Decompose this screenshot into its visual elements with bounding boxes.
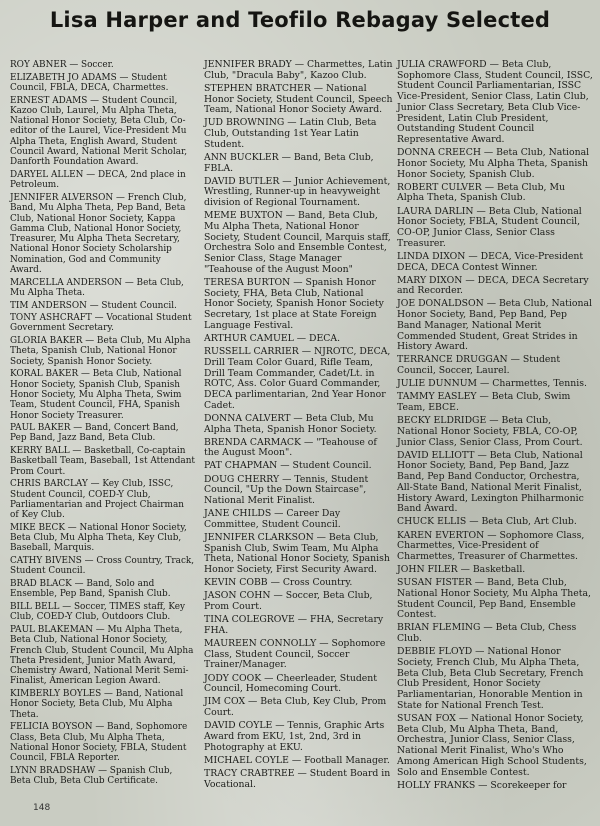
student-entry: DONNA CALVERT — Beta Club, Mu Alpha Theta, Spanish Honor Society. <box>204 412 377 435</box>
student-entry: JULIE DUNNUM — Charmettes, Tennis. <box>397 378 587 390</box>
student-entry: FELICIA BOYSON — Band, Sophomore Class, Beta Club, Mu Alpha Theta, National Honor Society, FBLA, Student Council, FBLA Reporter. <box>10 722 188 764</box>
student-entry: LAURA DARLIN — Beta Club, National Honor Society, FBLA, Student Council, CO-OP, Junior Class, Senior Class Treasurer. <box>397 205 582 249</box>
column-1 <box>10 60 195 789</box>
student-entry: GLORIA BAKER — Beta Club, Mu Alpha Theta, Spanish Club, National Honor Society, Spanish Honor Society. <box>10 336 191 367</box>
student-entry: PAUL BAKER — Band, Concert Band, Pep Band, Jazz Band, Beta Club. <box>10 423 179 444</box>
student-entry: JENNIFER CLARKSON — Beta Club, Spanish Club, Swim Team, Mu Alpha Theta, National Honor Society, Spanish Honor Society, First Security Award. <box>204 531 390 576</box>
student-entry: PAUL BLAKEMAN — Mu Alpha Theta, Beta Club, National Honor Society, French Club, Student Council, Mu Alpha Theta President, Junior Math Award, Chemistry Award, National Merit Semi-Finalist, American Legion Award. <box>10 624 194 687</box>
student-entry: BRAD BLACK — Band, Solo and Ensemble, Pep Band, Spanish Club. <box>10 579 171 600</box>
student-entry: TRACY CRABTREE — Student Board in Vocational. <box>204 767 391 790</box>
student-entry: KAREN EVERTON — Sophomore Class, Charmettes, Vice-President of Charmettes, Treasurer of Charmettes. <box>397 529 585 562</box>
student-entry: MARCELLA ANDERSON — Beta Club, Mu Alpha Theta. <box>10 277 184 298</box>
student-entry: MICHAEL COYLE — Football Manager. <box>204 754 390 766</box>
student-entry: DAVID BUTLER — Junior Achievement, Wrestling, Runner-up in heavyweight division of Regional Tournament. <box>204 175 391 209</box>
student-entry: KIMBERLY BOYLES — Band, National Honor Society, Beta Club, Mu Alpha Theta. <box>10 689 184 720</box>
student-entry: LYNN BRADSHAW — Spanish Club, Beta Club, Beta Club Certificate. <box>10 765 173 787</box>
student-entry: BRENDA CARMACK — "Teahouse of the August Moon". <box>204 436 377 459</box>
student-entry: TERESA BURTON — Spanish Honor Society, FHA, Beta Club, National Honor Society, Spanish Honor Society Secretary, 1st place at State Foreign Language Festival. <box>204 277 384 331</box>
student-entry: LINDA DIXON — DECA, Vice-President DECA, DECA Contest Winner. <box>397 250 584 273</box>
student-entry: CHRIS BARCLAY — Key Club, ISSC, Student Council, COED-Y Club, Parliamentarian and Project Chairman of Key Club. <box>10 479 184 521</box>
student-entry: DARYEL ALLEN — DECA, 2nd place in Petroleum. <box>10 169 186 191</box>
page-title: Lisa Harper and Teofilo Rebagay Selected <box>49 8 551 32</box>
student-entry: SUSAN FOX — National Honor Society, Beta Club, Mu Alpha Theta, Band, Orchestra, Junior Class, Senior Class, National Merit Finalist, Who's Who Among American High School Students, Solo and Ensemble Contest. <box>397 713 587 778</box>
student-entry: DONNA CREECH — Beta Club, National Honor Society, Mu Alpha Theta, Spanish Honor Society, Spanish Club. <box>397 147 590 180</box>
student-entry: TINA COLEGROVE — FHA, Secretary FHA. <box>204 614 384 636</box>
student-entry: KORAL BAKER — Beta Club, National Honor Society, Spanish Club, Spanish Honor Society, Mu Alpha Theta, Swim Team, Student Council, FHA, Spanish Honor Society Treasurer. <box>10 369 182 421</box>
student-entry: JIM COX — Beta Club, Key Club, Prom Court. <box>204 696 387 719</box>
student-entry: HOLLY FRANKS — Scorekeeper for <box>397 779 567 791</box>
student-entry: KEVIN COBB — Cross Country. <box>204 577 353 589</box>
student-entry: MIKE BECK — National Honor Society, Beta Club, Mu Alpha Theta, Key Club, Baseball, Marquis. <box>10 522 187 554</box>
student-entry: CATHY BIVENS — Cross Country, Track, Student Council. <box>10 556 195 577</box>
student-entry: MARY DIXON — DECA, DECA Secretary and Recorder. <box>397 274 589 297</box>
student-entry: DOUG CHERRY — Tennis, Student Council, "Up the Down Staircase", National Merit Finalist. <box>204 473 369 506</box>
student-entry: RUSSELL CARRIER — NJROTC, DECA, Drill Team Color Guard, Rifle Team, Drill Team Commander, Cadet/Lt. in ROTC, Ass. Color Guard Commander, DECA parlimentarian, 2nd Year Honor Cadet. <box>204 346 391 411</box>
student-entry: ELIZABETH JO ADAMS — Student Council, FBLA, DECA, Charmettes. <box>10 72 169 93</box>
student-entry: JASON COHN — Soccer, Beta Club, Prom Court. <box>204 590 373 613</box>
page-number: 148 <box>33 803 51 813</box>
student-entry: ROY ABNER — Soccer. <box>10 60 114 70</box>
student-entry: BILL BELL — Soccer, TIMES staff, Key Club, COED-Y Club, Outdoors Club. <box>10 602 186 623</box>
student-entry: TONY ASHCRAFT — Vocational Student Government Secretary. <box>10 313 192 334</box>
student-entry: TERRANCE DRUGGAN — Student Council, Soccer, Laurel. <box>397 354 561 377</box>
student-entry: DAVID COYLE — Tennis, Graphic Arts Award from EKU, 1st, 2nd, 3rd in Photography at EKU. <box>204 720 385 753</box>
student-entry: STEPHEN BRATCHER — National Honor Society, Student Council, Speech Team, National Honor Society Award. <box>204 82 393 116</box>
student-entry: JULIA CRAWFORD — Beta Club, Sophomore Class, Student Council, ISSC, Student Council Parliamentarian, ISSC Vice-President, Senior Class, Latin Club, Junior Class Secretary, Beta Club Vice-President, Latin Club President, Outstanding Student Council Representative Award. <box>397 59 593 146</box>
student-entry: JOHN FILER — Basketball. <box>397 564 526 576</box>
student-entry: ROBERT CULVER — Beta Club, Mu Alpha Theta, Spanish Club. <box>397 181 565 204</box>
student-entry: TAMMY EASLEY — Beta Club, Swim Team, EBCE. <box>397 391 571 414</box>
student-entry: BECKY ELDRIDGE — Beta Club, National Honor Society, FBLA, CO-OP, Junior Class, Senior Class, Prom Court. <box>397 415 583 448</box>
student-entry: MEME BUXTON — Band, Beta Club, Mu Alpha Theta, National Honor Society, Student Council, Marquis staff, Orchestra Solo and Ensemble Contest, Senior Class, Stage Manager "Teahouse of the August Moon" <box>204 210 391 275</box>
student-entry: BRIAN FLEMING — Beta Club, Chess Club. <box>397 622 577 645</box>
student-entry: DEBBIE FLOYD — National Honor Society, French Club, Mu Alpha Theta, Beta Club, Beta Club Secretary, French Club President, Honor Society Parliamentarian, Honorable Mention in State for National French Test. <box>397 646 584 711</box>
student-entry: JENNIFER BRADY — Charmettes, Latin Club, "Dracula Baby", Kazoo Club. <box>204 59 393 81</box>
student-entry: JOE DONALDSON — Beta Club, National Honor Society, Band, Pep Band, Pep Band Manager, National Merit Commended Student, Great Strides in History Award. <box>397 298 592 353</box>
student-entry: TIM ANDERSON — Student Council. <box>10 300 177 311</box>
student-entry: PAT CHAPMAN — Student Council. <box>204 460 372 472</box>
student-entry: JENNIFER ALVERSON — French Club, Band, Mu Alpha Theta, Pep Band, Beta Club, National Honor Society, Kappa Gamma Club, National Honor Society, Treasurer, Mu Alpha Theta Secretary, National Honor Society Scholarship Nomination, God and Community Award. <box>10 192 187 275</box>
student-entry: DAVID ELLIOTT — Beta Club, National Honor Society, Band, Pep Band, Jazz Band, Pep Band Conductor, Orchestra, All-State Band, National Merit Finalist, History Award, Lexington Philharmonic Band Award. <box>397 449 584 515</box>
column-3 <box>397 60 593 794</box>
student-entry: ANN BUCKLER — Band, Beta Club, FBLA. <box>204 151 374 174</box>
student-entry: ARTHUR CAMUEL — DECA. <box>204 332 341 344</box>
column-2 <box>204 60 393 793</box>
student-entry: JUD BROWNING — Latin Club, Beta Club, Outstanding 1st Year Latin Student. <box>204 117 377 150</box>
student-entry: JODY COOK — Cheerleader, Student Council, Homecoming Court. <box>204 672 378 695</box>
student-entry: JANE CHILDS — Career Day Committee, Student Council. <box>204 508 341 530</box>
student-entry: MAUREEN CONNOLLY — Sophomore Class, Student Council, Soccer Trainer/Manager. <box>204 637 386 671</box>
student-entry: SUSAN FISTER — Band, Beta Club, National Honor Society, Mu Alpha Theta, Student Council, Pep Band, Ensemble Contest. <box>397 577 591 621</box>
student-entry: CHUCK ELLIS — Beta Club, Art Club. <box>397 516 577 528</box>
student-entry: ERNEST ADAMS — Student Council, Kazoo Club, Laurel, Mu Alpha Theta, National Honor Society, Beta Club, Co-editor of the Laurel, Vice-President Mu Alpha Theta, English Award, Student Council Award, National Merit Scholar, Danforth Foundation Award. <box>10 95 188 168</box>
student-entry: KERRY BALL — Basketball, Co-captain Basketball Team, Baseball, 1st Attendant Prom Court. <box>10 446 195 477</box>
